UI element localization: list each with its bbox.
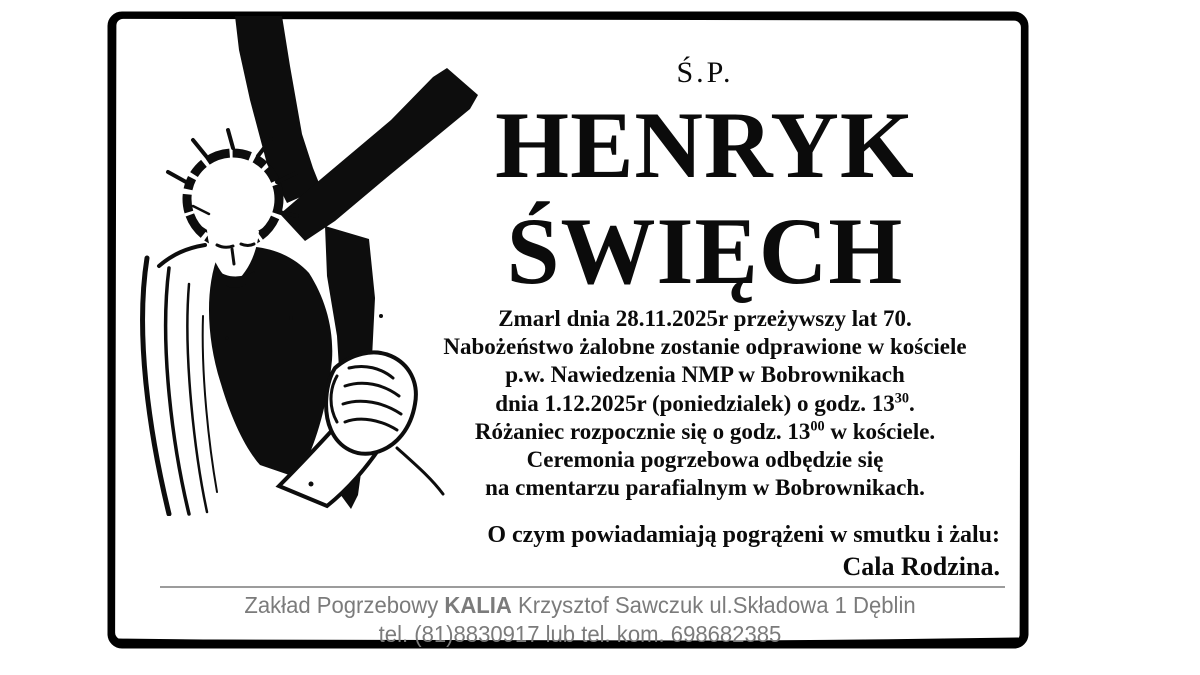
body-line: dnia 1.12.2025r (poniedzialek) o godz. $13^{30}$. bbox=[495, 389, 915, 416]
body-line: p.w. Nawiedzenia NMP w Bobrownikach bbox=[505, 362, 905, 388]
footer-divider bbox=[160, 586, 1005, 588]
announcement-body bbox=[392, 305, 1018, 502]
funeral-home-brand: KALIA bbox=[444, 592, 512, 618]
header-abbreviation: Ś.P. bbox=[676, 56, 734, 89]
funeral-home-phone-line: tel. (81)8830917 lub tel. kom. 698682385 bbox=[378, 620, 782, 647]
funeral-home-footer bbox=[148, 591, 1012, 648]
funeral-home-address-line: Zakład Pogrzebowy KALIA Krzysztof Sawczuk ul.Składowa 1 Dęblin bbox=[244, 592, 916, 618]
body-line: Różaniec rozpocznie się o godz. $13^{00}$ w kościele. bbox=[474, 418, 936, 444]
body-line: Zmarl dnia 28.11.2025r przeżywszy lat 70. bbox=[498, 306, 912, 331]
body-line: Ceremonia pogrzebowa odbędzie się bbox=[526, 447, 884, 473]
deceased-first-name: HENRYK bbox=[495, 92, 915, 198]
deceased-name bbox=[370, 92, 1040, 304]
body-line: Nabożeństwo żalobne zostanie odprawione w kościele bbox=[443, 334, 967, 360]
closing-line: O czym powiadamiają pogrążeni w smutku i żalu: bbox=[487, 522, 1000, 548]
deceased-last-name: ŚWIĘCH bbox=[506, 198, 904, 304]
signature-line: Cala Rodzina. bbox=[842, 552, 1000, 581]
body-line: na cmentarzu parafialnym w Bobrownikach. bbox=[485, 475, 925, 501]
